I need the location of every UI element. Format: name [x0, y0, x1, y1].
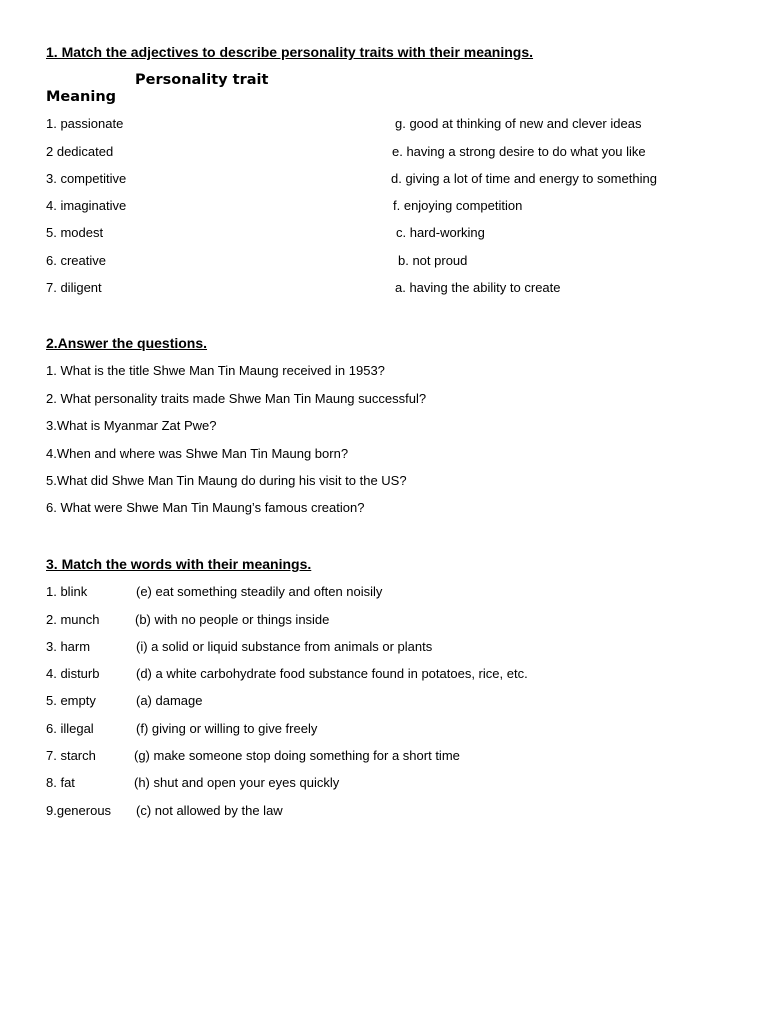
question-1: 1. What is the title Shwe Man Tin Maung received in 1953? [46, 363, 385, 378]
word-meaning-7: (g) make someone stop doing something for a short time [134, 748, 460, 763]
trait-meaning-2: e. having a strong desire to do what you like [392, 144, 646, 159]
word-item-6: 6. illegal [46, 721, 94, 736]
trait-item-6: 6. creative [46, 253, 106, 268]
section3-heading: 3. Match the words with their meanings. [46, 556, 312, 572]
question-3: 3.What is Myanmar Zat Pwe? [46, 418, 217, 433]
word-item-1: 1. blink [46, 584, 88, 599]
word-meaning-2: (b) with no people or things inside [135, 612, 330, 627]
trait-item-7: 7. diligent [46, 280, 102, 295]
word-item-2: 2. munch [46, 612, 100, 627]
word-item-8: 8. fat [46, 775, 75, 790]
word-item-7: 7. starch [46, 748, 96, 763]
trait-meaning-1: g. good at thinking of new and clever ideas [395, 116, 642, 131]
section2-heading: 2.Answer the questions. [46, 335, 208, 351]
question-4: 4.When and where was Shwe Man Tin Maung born? [46, 446, 349, 461]
trait-item-4: 4. imaginative [46, 198, 127, 213]
word-meaning-6: (f) giving or willing to give freely [136, 721, 318, 736]
word-item-9: 9.generous [46, 803, 112, 818]
word-meaning-3: (i) a solid or liquid substance from animals or plants [136, 639, 433, 654]
word-item-5: 5. empty [46, 693, 96, 708]
word-meaning-5: (a) damage [136, 693, 203, 708]
question-2: 2. What personality traits made Shwe Man Tin Maung successful? [46, 391, 427, 406]
trait-item-1: 1. passionate [46, 116, 124, 131]
trait-meaning-4: f. enjoying competition [393, 198, 523, 213]
trait-meaning-6: b. not proud [398, 253, 468, 268]
trait-item-3: 3. competitive [46, 171, 127, 186]
column-header-meaning: Meaning [46, 89, 117, 105]
trait-item-2: 2 dedicated [46, 144, 114, 159]
trait-meaning-3: d. giving a lot of time and energy to something [391, 171, 657, 186]
word-meaning-9: (c) not allowed by the law [136, 803, 283, 818]
word-item-4: 4. disturb [46, 666, 100, 681]
trait-meaning-7: a. having the ability to create [395, 280, 561, 295]
word-meaning-4: (d) a white carbohydrate food substance found in potatoes, rice, etc. [136, 666, 528, 681]
word-meaning-8: (h) shut and open your eyes quickly [134, 775, 340, 790]
word-meaning-1: (e) eat something steadily and often noisily [136, 584, 383, 599]
section1-heading: 1. Match the adjectives to describe personality traits with their meanings. [46, 44, 534, 60]
trait-item-5: 5. modest [46, 225, 104, 240]
word-item-3: 3. harm [46, 639, 91, 654]
trait-meaning-5: c. hard-working [396, 225, 485, 240]
question-6: 6. What were Shwe Man Tin Maung’s famous creation? [46, 500, 365, 515]
question-5: 5.What did Shwe Man Tin Maung do during his visit to the US? [46, 473, 407, 488]
column-header-personality-trait: Personality trait [135, 72, 269, 88]
